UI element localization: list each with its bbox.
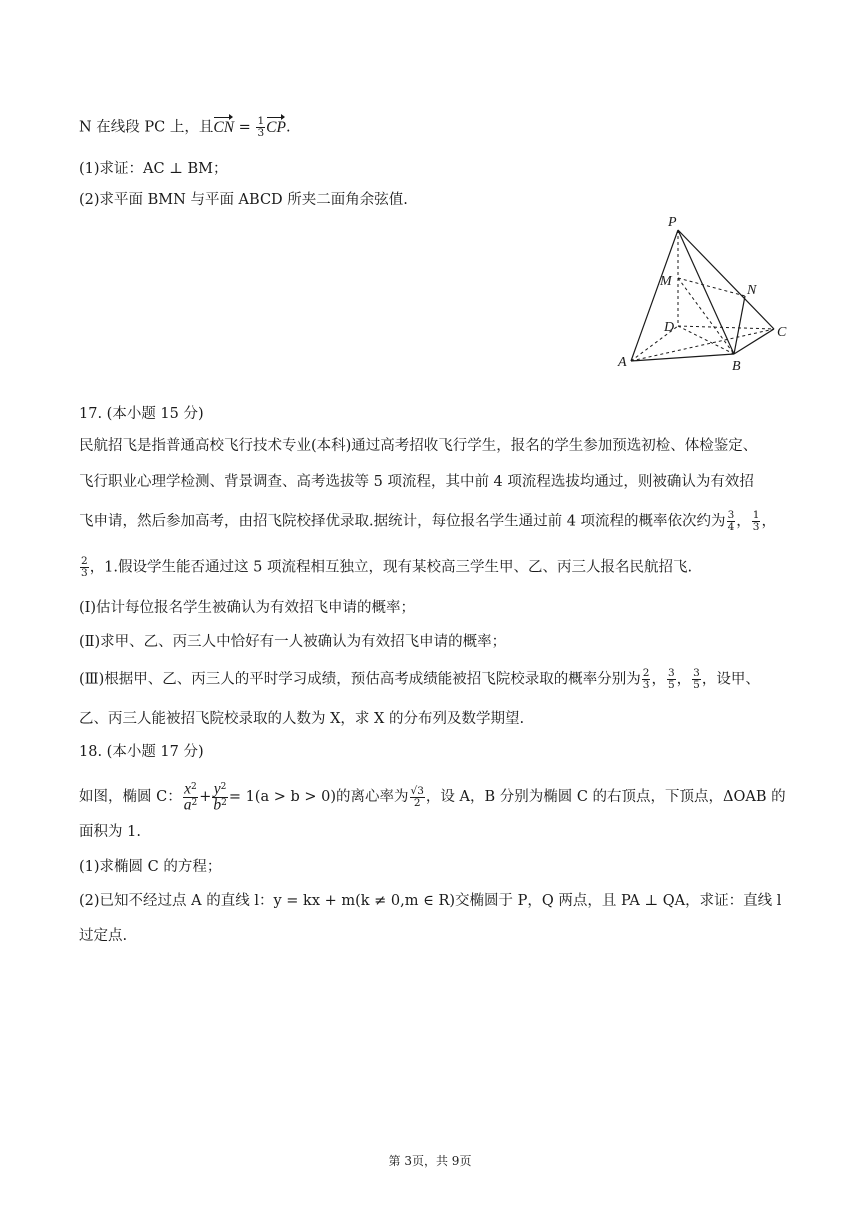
page-footer: 第 3页，共 9页 [388,1154,472,1168]
label-b: B [732,359,741,374]
q17-paragraph-line1: 民航招飞是指普通高校飞行技术专业(本科)通过高考招收飞行学生，报名的学生参加预选初检、体检鉴定、 [79,438,758,454]
q16-line-condition: N 在线段 PC 上，且CN = $\frac{1}{3}$ CP. [79,115,291,139]
edge-pa [631,230,678,361]
edge-bc [734,329,774,354]
q17-part3-line1: (Ⅲ)根据甲、乙、丙三人的平时学习成绩，预估高考成绩能被招飞院校录取的概率分别为 $\frac{2}{3}$ ， $\frac{3}{5}$ ， $\frac{3}{5}$ ，设甲、 [79,667,760,691]
q17-paragraph-line3: 飞申请，然后参加高考，由招飞院校择优录取.据统计，每位报名学生通过前 4 项流程的概率依次约为 $\frac{3}{4}$ ， $\frac{1}{3}$ ， [79,509,776,533]
ellipse-term-x: $\frac{x^2}{a^2}$ [183,780,198,813]
q16-part2: (2)求平面 BMN 与平面 ABCD 所夹二面角余弦值. [79,192,408,208]
label-m: M [660,274,672,289]
label-c: C [777,325,787,340]
fraction-3-4: $\frac{3}{4}$ [727,509,735,533]
eccentricity-fraction: $\frac{√3}{2}$ [410,784,424,809]
label-p: P [668,215,677,230]
q18-part2-line1: (2)已知不经过点 A 的直线 l：y = kx + m(k ≠ 0,m ∈ R)交椭圆于 P，Q 两点，且 PA ⊥ QA，求证：直线 l [79,893,782,909]
fraction-2-3: $\frac{2}{3}$ [81,555,88,579]
equals-sign: = [234,119,256,136]
fraction-2-3-b: $\frac{2}{3}$ [642,667,650,691]
edge-pb [678,230,734,354]
edge-dc [678,326,774,329]
q18-paragraph-line2: 面积为 1. [79,824,141,840]
edge-bn [734,296,745,354]
q18-header: 18. (本小题 17 分) [79,744,204,760]
edge-mn [678,278,745,296]
q17-paragraph-line4: $\frac{2}{3}$ ，1.假设学生能否通过这 5 项流程相互独立，现有某校高三学生甲、乙、丙三人报名民航招飞. [81,555,693,579]
q17-header: 17. (本小题 15 分) [79,406,204,422]
q18-part2-line2: 过定点. [79,928,128,944]
q17-part2: (Ⅱ)求甲、乙、丙三人中恰好有一人被确认为有效招飞申请的概率； [79,634,507,650]
pyramid-figure [610,208,800,378]
ellipse-term-y: $\frac{y^2}{b^2}$ [213,780,227,813]
q16-condition-text: N 在线段 PC 上，且 [79,119,214,136]
q17-part1: (Ⅰ)估计每位报名学生被确认为有效招飞申请的概率； [79,600,416,616]
label-n: N [747,283,757,298]
q18-part1: (1)求椭圆 C 的方程； [79,859,222,875]
edge-mb [678,278,734,354]
fraction-one-third: $\frac{1}{3}$ [257,115,265,139]
q16-part1: (1)求证：AC ⊥ BM； [79,161,228,177]
label-d: D [664,320,675,335]
label-a: A [618,355,627,370]
q17-paragraph-line2: 飞行职业心理学检测、背景调查、高考选拔等 5 项流程，其中前 4 项流程选拔均通过，则被确认为有效招 [79,474,754,490]
edge-ab [631,354,734,361]
fraction-3-5-b: $\frac{3}{5}$ [693,667,700,691]
vector-cp: CP [266,118,286,136]
fraction-3-5-a: $\frac{3}{5}$ [667,667,675,691]
q17-part3-line2: 乙、丙三人能被招飞院校录取的人数为 X，求 X 的分布列及数学期望. [79,711,525,727]
fraction-1-3: $\frac{1}{3}$ [752,509,760,533]
vector-cn: CN [213,118,235,136]
edge-pc [678,230,774,329]
q18-paragraph-line1: 如图，椭圆 C： $\frac{x^2}{a^2}$ + $\frac{y^2}{b^2}$ = 1(a > b > 0)的离心率为 $\frac{√3}{2}$ ，设 A，B 分别为椭圆 C 的右顶点，下顶点，ΔOAB 的 [79,780,786,813]
